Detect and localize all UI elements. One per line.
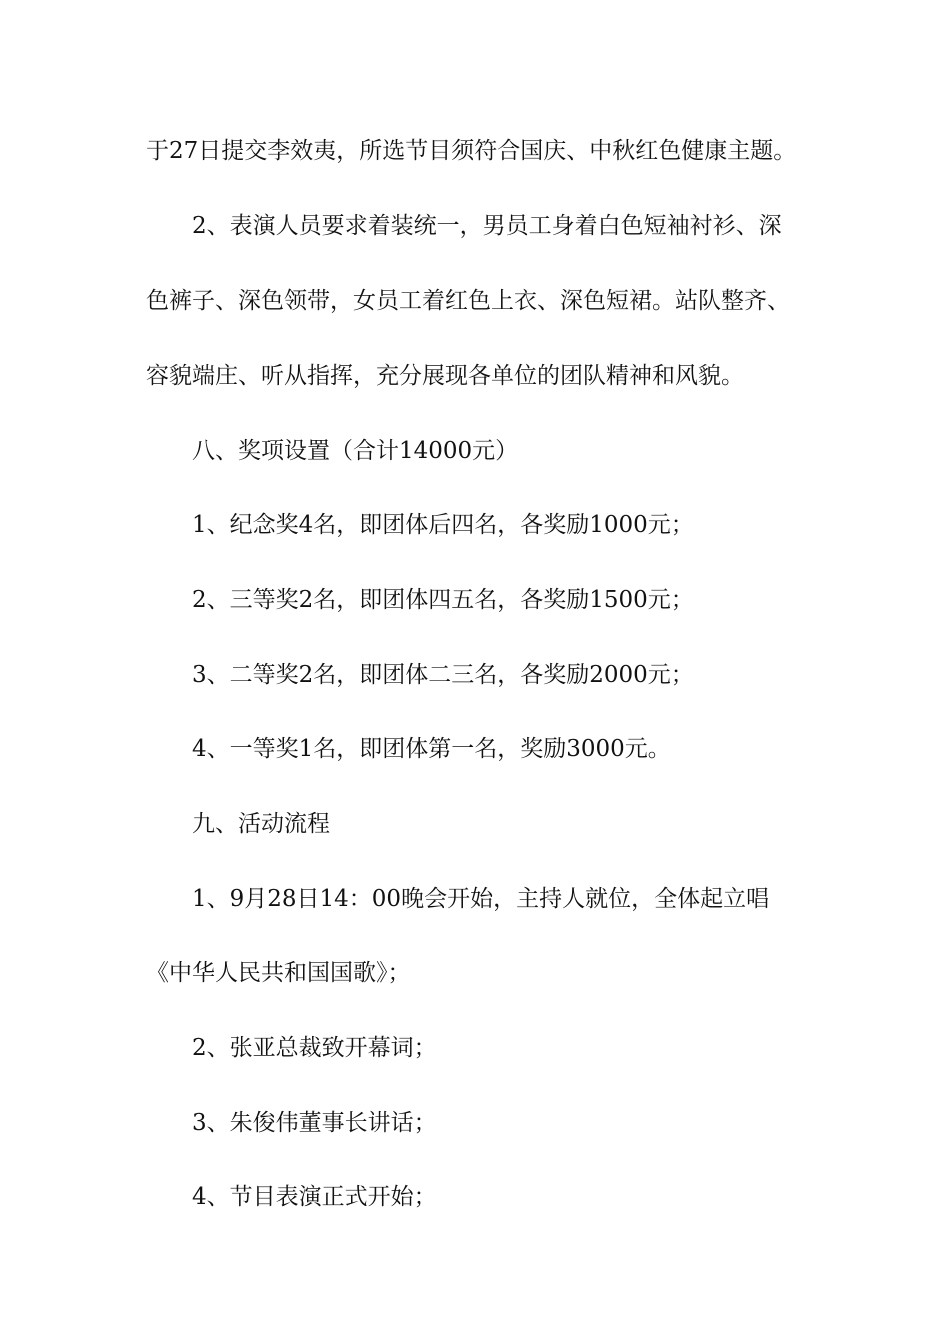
list-item: 4、节目表演正式开始；: [192, 1184, 437, 1210]
section-heading: 九、活动流程: [192, 811, 330, 837]
list-item: 3、二等奖2名，即团体二三名，各奖励2000元；: [192, 662, 694, 688]
text-line: 于27日提交李效夷，所选节目须符合国庆、中秋红色健康主题。: [146, 138, 797, 164]
list-item: 2、三等奖2名，即团体四五名，各奖励1500元；: [192, 587, 694, 613]
list-item: 1、9月28日14：00晚会开始，主持人就位，全体起立唱: [192, 886, 770, 912]
list-item: 1、纪念奖4名，即团体后四名，各奖励1000元；: [192, 512, 694, 538]
text-line: 《中华人民共和国国歌》；: [146, 960, 411, 986]
text-line: 容貌端庄、听从指挥，充分展现各单位的团队精神和风貌。: [146, 363, 744, 389]
text-line: 2、表演人员要求着装统一，男员工身着白色短袖衬衫、深: [192, 213, 782, 239]
section-heading: 八、奖项设置（合计14000元）: [192, 438, 519, 464]
text-line: 色裤子、深色领带，女员工着红色上衣、深色短裙。站队整齐、: [146, 288, 790, 314]
list-item: 3、朱俊伟董事长讲话；: [192, 1110, 437, 1136]
list-item: 4、一等奖1名，即团体第一名，奖励3000元。: [192, 736, 671, 762]
list-item: 2、张亚总裁致开幕词；: [192, 1035, 437, 1061]
